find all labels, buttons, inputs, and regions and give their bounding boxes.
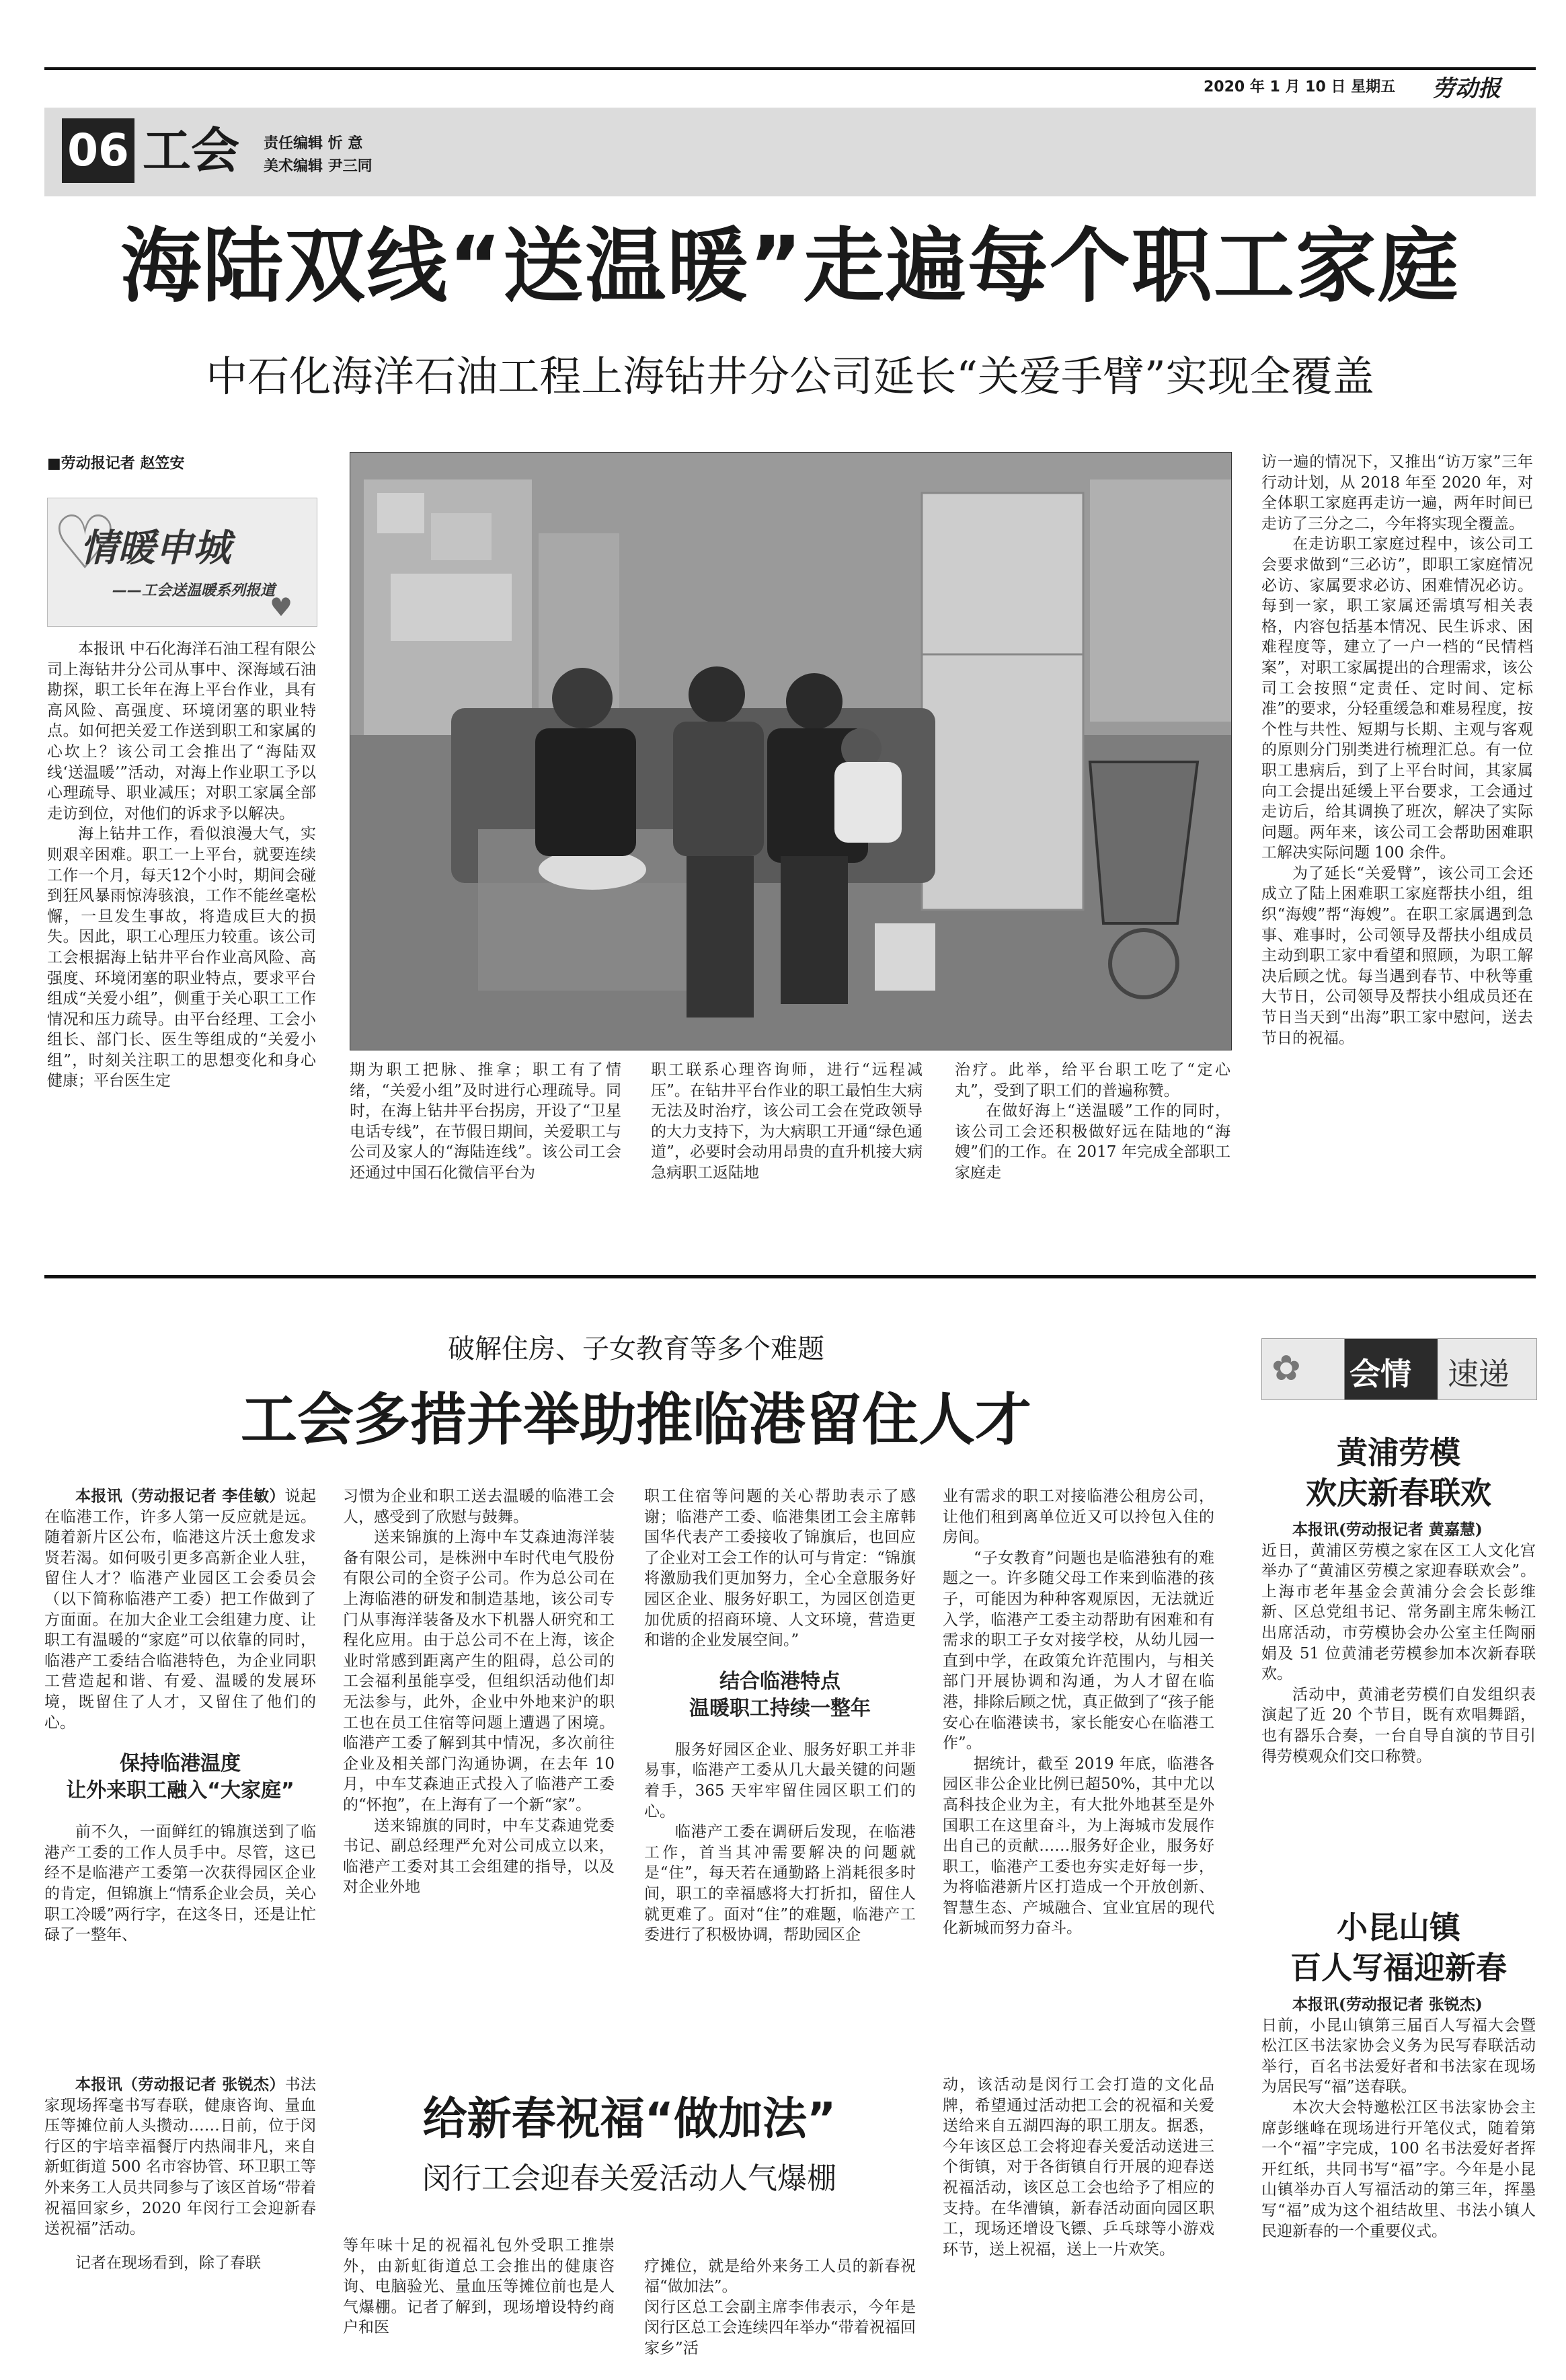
- heart-icon: ♡: [52, 500, 118, 586]
- story3-col-3: [644, 2235, 916, 2358]
- story2-col1-para: [44, 1486, 316, 1733]
- brief2-para: 本次大会特邀松江区书法家协会主席彭继峰在现场进行开笔仪式，随着第一个“福”字完成，100 名书法爱好者挥开红纸，共同书写“福”字。今年是小昆山镇举办百人写福活动的第三年，挥墨写“福”成为这个祖结故里、书法小镇人民迎新春的一个重要仪式。: [1261, 2098, 1536, 2240]
- story3-col3-para: 疗摊位，就是给外来务工人员的新春祝福“做加法”。 闵行区总工会副主席李伟表示，今年是闵行区总工会连续四年举办“带着祝福回家乡”活: [644, 2257, 916, 2357]
- lead-photo: [350, 452, 1232, 1050]
- story2-col3b-para: 服务好园区企业、服务好职工并非易事，临港产工委从几大最关键的问题着手，365 天牢牢留住园区职工们的心。: [644, 1740, 916, 1820]
- brief1-para: 近日，黄浦区劳模之家在区工人文化宫举办了“黄浦区劳模之家迎春联欢会”。上海市老年基金会黄浦分会会长彭维新、区总党组书记、常务副主席朱畅江出席活动，市劳模协会办公室主任陶丽娟及 51 位黄浦老劳模参加本次新春联欢。: [1261, 1541, 1536, 1683]
- story2-headline: 工会多措并举助推临港留住人才: [240, 1387, 1031, 1453]
- story2-col1-text: 说起在临港工作，许多人第一反应就是远。随着新片区公布，临港这片沃土愈发求贤若渴。如何吸引更多高新企业人驻，留住人才？临港产业园区工会委员会（以下简称临港产工委）把工作做到了方面面。在加大企业工会组建力度、让职工有温暖的“家庭”可以依靠的同时，临港产工委结合临港特色，为企业同职工营造起和谐、有爱、温暖的发展环境，既留住了人才，又留住了他们的心。: [44, 1488, 316, 1732]
- section-name: 工会: [143, 122, 240, 179]
- lead-col5-para: 在走访职工家庭过程中，该公司工会要求做到“三必访”，即职工家庭情况必访、家属要求必访、困难情况必访。每到一家，职工家属还需填写相关表格，内容包括基本情况、民生诉求、困难程度等，建立了一户一档的“民情档案”，对职工家属提出的合理需求，该公司工会按照“定责任、定时间、定标准”的要求，分轻重缓急和难易程度，按个性与共性、短期与长期、主观与客观的原则分门别类进行梳理汇总。有一位职工患病后，到了上平台时间，其家属向工会提出延缓上平台要求，工会通过走访后，给其调换了班次，解决了实际问题。两年来，该公司工会帮助困难职工解决实际问题 100 余件。: [1261, 535, 1533, 862]
- story2-col4-para: 业有需求的职工对接临港公租房公司，让他们租到离单位近又可以拎包入住的房间。: [943, 1488, 1214, 1547]
- story2-col-1: [44, 1486, 316, 2159]
- story3-subhead: 闵行工会迎春关爱活动人气爆棚: [422, 2161, 836, 2196]
- story2-subhead-2-line: 结合临港特点: [719, 1669, 840, 1693]
- story2-col2-para: 送来锦旗的同时，中车艾森迪党委书记、副总经理严允对公司成立以来，临港产工委对其工会组建的指导，以及对企业外地: [343, 1816, 615, 1896]
- story2-lead-label: 本报讯（劳动报记者 李佳敏）: [75, 1487, 285, 1505]
- story2-col4-para: 据统计，截至 2019 年底，临港各园区非公企业比例已超50%，其中尤以高科技企业为主，有大批外地甚至是外国职工在这里奋斗，为上海城市发展作出自己的贡献……服务好企业，服务好职工，临港产工委也夯实走好每一步，为将临港新片区打造成一个开放创新、智慧生态、产城融合、宜业宜居的现代化新城而努力奋斗。: [943, 1755, 1214, 1937]
- lead-col-5: [1261, 452, 1533, 1275]
- brief1-headline-line: 黄浦劳模: [1337, 1434, 1460, 1471]
- lead-col3-para: 职工联系心理咨询师，进行“远程减压”。在钻井平台作业的职工最怕生大病无法及时治疗，该公司工会在党政领导的大力支持下，为大病职工开通“绿色通道”，必要时会动用昂贵的直升机接大病急病职工返陆地: [651, 1061, 923, 1182]
- banner-part1: 会情: [1349, 1356, 1411, 1392]
- story2-subhead-2: [644, 1668, 916, 1722]
- brief1-para: [1261, 1520, 1536, 1541]
- issue-date: 2020 年 1 月 10 日 星期五: [1204, 79, 1396, 95]
- story2-col-3: [644, 1486, 916, 2159]
- lead-col4-para: 治疗。此举，给平台职工吃了“定心丸”，受到了职工们的普遍称赞。: [955, 1061, 1230, 1100]
- lead-col5-para: 访一遍的情况下，又推出“访万家”三年行动计划，从 2018 年至 2020 年，对全体职工家庭再走访一遍，两年时间已走访了三分之二，今年将实现全覆盖。: [1261, 453, 1533, 533]
- brief2-headline-line: 百人写福迎新春: [1290, 1950, 1507, 1986]
- lead-col-2: [350, 1060, 621, 1275]
- story3-headline: 给新春祝福“做加法”: [422, 2093, 836, 2145]
- lead-col4-para: 在做好海上“送温暖”工作的同时，该公司工会还积极做好远在陆地的“海嫂”们的工作。在 2017 年完成全部职工家庭走: [955, 1102, 1230, 1182]
- story2-col-2: [343, 1486, 615, 2159]
- family-photo-illustration: [350, 453, 1231, 1050]
- story3-col-4: [943, 2075, 1214, 2357]
- story3-col-2: [343, 2235, 615, 2358]
- series-logo-title: 情暖申城: [80, 527, 231, 570]
- story2-kicker: 破解住房、子女教育等多个难题: [448, 1334, 824, 1365]
- story2-subhead-1-line: 保持临港温度: [120, 1752, 241, 1776]
- story2-col3b-para: 临港产工委在调研后发现，在临港工作，首当其冲需要解决的问题就是“住”，每天若在通勤路上消耗很多时间，职工的幸福感将大打折扣，留住人就更难了。面对“住”的难题，临港产工委进行了积极协调，帮助园区企: [644, 1823, 916, 1944]
- lead-col1-para: 本报讯 中石化海洋石油工程有限公司上海钻井分公司从事中、深海域石油勘探，职工长年在海上平台作业，具有高风险、高强度、环境闭塞的职业特点。如何把关爱工作送到职工和家属的心坎上？该公司工会推出了“海陆双线‘送温暖’”活动，对海上作业职工予以心理疏导、职业减压；对职工家属全部走访到位，对他们的诉求予以解决。: [47, 640, 316, 822]
- story2-subhead-2-line: 温暖职工持续一整年: [689, 1696, 871, 1720]
- story3-col1b-para: 记者在现场看到，除了春联: [75, 2254, 261, 2272]
- brief1-headline: [1261, 1432, 1536, 1513]
- sidebar-banner: [1261, 1338, 1537, 1400]
- editor-line: 责任编辑 忻 意: [264, 135, 363, 152]
- series-logo-subtitle: ——工会送温暖系列报道: [112, 582, 276, 599]
- story3-col-1: [44, 2075, 316, 2357]
- brief2-para: [1261, 1995, 1536, 2016]
- banner-part2: 速递: [1448, 1356, 1510, 1392]
- banner-decoration-icon: ✿: [1271, 1348, 1301, 1389]
- lead-byline: ■劳动报记者 赵笠安: [47, 455, 185, 472]
- brief2-headline: [1261, 1907, 1536, 1988]
- brief1-body: [1261, 1520, 1536, 1896]
- lead-col5-para: 为了延长“关爱臂”，该公司工会还成立了陆上困难职工家庭帮扶小组，组织“海嫂”帮“海嫂”。在职工家属遇到急事、难事时，公司领导及帮扶小组成员主动到职工家中看望和照顾，为职工解决后顾之忧。每当遇到春节、中秋等重大节日，公司领导及帮扶小组成员还在节日当天到“出海”职工家中慰问，送去节日的祝福。: [1261, 864, 1533, 1047]
- page-number: 06: [62, 118, 134, 183]
- story2-subhead-1-line: 让外来职工融入“大家庭”: [66, 1779, 295, 1803]
- story3-col2-para: 等年味十足的祝福礼包外受职工推崇外，由新虹街道总工会推出的健康咨询、电脑验光、量血压等摊位前也是人气爆棚。记者了解到，现场增设特约商户和医: [343, 2237, 615, 2337]
- brief1-lead-label: 本报讯(劳动报记者 黄嘉慧): [1292, 1521, 1483, 1539]
- brief1-para: 活动中，黄浦老劳模们自发组织表演起了近 20 个节目，既有欢唱舞蹈，也有器乐合奏，一台自导自演的节目引得劳模观众们交口称赞。: [1261, 1685, 1536, 1765]
- story3-col4-para: 动，该活动是闵行工会打造的文化品牌，希望通过活动把工会的祝福和关爱送给来自五湖四海的职工朋友。据悉，今年该区总工会将迎春关爱活动送进三个街镇，对于各街镇自行开展的迎春送祝福活动，该区总工会也给予了相应的支持。在华漕镇，新春活动面向园区职工，现场还增设飞镖、乒乓球等小游戏环节，送上祝福，送上一片欢笑。: [943, 2076, 1214, 2258]
- story2-col4-para: “子女教育”问题也是临港独有的难题之一。许多随父母工作来到临港的孩子，可能因为种种客观原因，无法就近入学，临港产工委主动帮助有困难和有需求的职工子女对接学校，从幼儿园一直到中学，在政策允许范围内，与相关部门开展协调和沟通，为人才留在临港，排除后顾之忧，真正做到了“孩子能安心在临港读书，家长能安心在临港工作”。: [943, 1549, 1214, 1753]
- lead-subhead: 中石化海洋石油工程上海钻井分公司延长“关爱手臂”实现全覆盖: [206, 352, 1374, 401]
- brief1-headline-line: 欢庆新春联欢: [1306, 1475, 1491, 1511]
- lead-col-1: [47, 639, 316, 1271]
- story3-col1-text: 书法家现场挥毫书写春联，健康咨询、量血压等摊位前人头攒动……日前，位于闵行区的宇培幸福餐厅内热闹非凡，来自新虹街道 500 名市容协管、环卫职工等外来务工人员共同参与了该区首场“带着祝福回家乡，2020 年闵行工会迎新春送祝福”活动。: [44, 2076, 316, 2238]
- lead-col1-para: 海上钻井工作，看似浪漫大气，实则艰辛困难。职工一上平台，就要连续工作一个月，每天12个小时，期间会碰到狂风暴雨惊涛骇浪，工作不能丝毫松懈，一旦发生事故，将造成巨大的损失。因此，职工心理压力较重。该公司工会根据海上钻井平台作业高风险、高强度、环境闭塞的职业特点，要求平台组成“关爱小组”，侧重于关心职工工作情况和压力疏导。由平台经理、工会小组长、部门长、医生等组成的“关爱小组”，时刻关注职工的思想变化和身心健康；平台医生定: [47, 825, 316, 1090]
- lead-col-4: [955, 1060, 1230, 1275]
- story2-col-4: [943, 1486, 1214, 2159]
- lead-col-3: [651, 1060, 923, 1275]
- brief2-lead-label: 本报讯(劳动报记者 张锐杰): [1292, 1995, 1483, 2013]
- story2-col3a-para: 职工住宿等问题的关心帮助表示了感谢；临港产工委、临港集团工会主席韩国华代表产工委接收了锦旗后，也回应了企业对工会工作的认可与肯定：“锦旗将激励我们更加努力，全心全意服务好园区企业、服务好职工，为园区创造更加优质的招商环境、人文环境，营造更和谐的企业发展空间。”: [644, 1488, 916, 1650]
- brief2-body: [1261, 1995, 1536, 2358]
- designer-line: 美术编辑 尹三同: [264, 158, 373, 175]
- paper-name: 劳动报: [1432, 75, 1501, 102]
- lead-headline: 海陆双线“送温暖”走遍每个职工家庭: [120, 220, 1460, 313]
- small-heart-icon: ♥: [270, 592, 293, 622]
- story2-col2-para: 习惯为企业和职工送去温暖的临港工会人，感受到了欣慰与鼓舞。: [343, 1488, 615, 1526]
- brief2-headline-line: 小昆山镇: [1337, 1909, 1460, 1946]
- section-divider: [44, 1275, 1536, 1278]
- brief2-para: 日前，小昆山镇第三届百人写福大会暨松江区书法家协会义务为民写春联活动举行，百名书法爱好者和书法家在现场为居民写“福”送春联。: [1261, 2016, 1536, 2096]
- story2-col1b-para: 前不久，一面鲜红的锦旗送到了临港产工委的工作人员手中。尽管，这已经不是临港产工委第一次获得园区企业的肯定，但锦旗上“情系企业会员，关心职工冷暖”两行字，在这冬日，还是让忙碌了一整年、: [44, 1823, 316, 1944]
- story3-lead-label: 本报讯（劳动报记者 张锐杰）: [75, 2075, 285, 2094]
- series-logo: [47, 498, 317, 627]
- story2-col2-para: 送来锦旗的上海中车艾森迪海洋装备有限公司，是株洲中车时代电气股份有限公司的全资子公司。作为总公司在上海临港的研发和制造基地，该公司专门从事海洋装备及水下机器人研究和工程化应用。由于总公司不在上海，该企业时常感到距离产生的阻碍，总公司的工会福利虽能享受，但组织活动他们却无法参与，此外，企业中外地来沪的职工也在员工住宿等问题上遭遇了困境。临港产工委了解到其中情况，多次前往企业及相关部门沟通协调，在去年 10 月，中车艾森迪正式投入了临港产工委的“怀抱”，在上海有了一个新“家”。: [343, 1529, 615, 1814]
- story2-subhead-1: [44, 1751, 316, 1804]
- story3-col1-para: [44, 2075, 316, 2239]
- lead-col2-para: 期为职工把脉、推拿；职工有了情绪，“关爱小组”及时进行心理疏导。同时，在海上钻井平台拐房，开设了“卫星电话专线”，在节假日期间，关爱职工与公司及家人的“海陆连线”。该公司工会还通过中国石化微信平台为: [350, 1061, 621, 1182]
